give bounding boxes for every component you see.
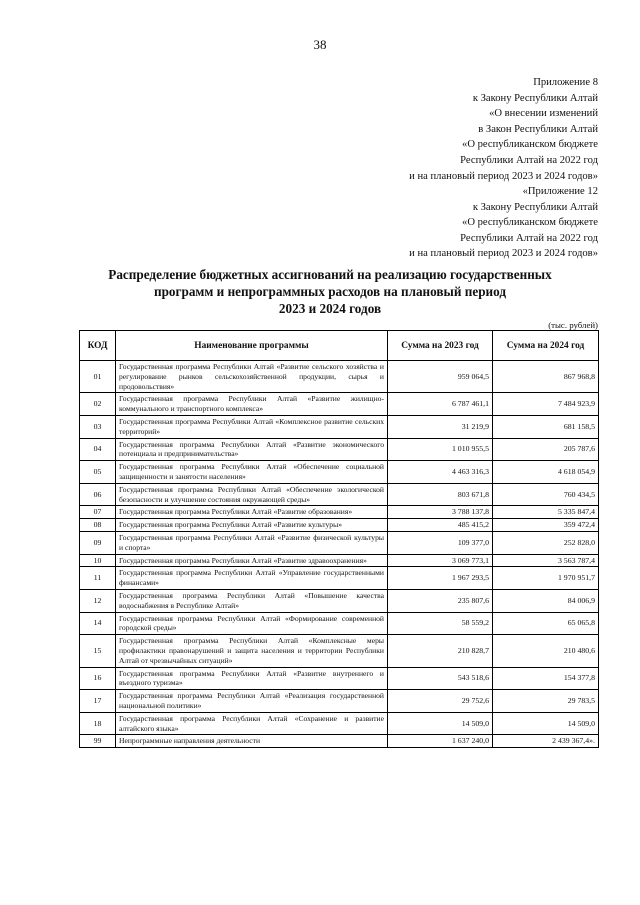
title-line: программ и непрограммных расходов на плановый период <box>153 284 507 299</box>
row-sum-2023: 1 637 240,0 <box>388 735 493 748</box>
annex-line: «О республиканском бюджете <box>462 217 598 229</box>
row-sum-2024: 7 484 923,9 <box>493 393 599 416</box>
row-sum-2023: 29 752,6 <box>388 690 493 713</box>
header-code: КОД <box>80 331 116 361</box>
row-program-name: Государственная программа Республики Алтай «Развитие физической культуры и спорта» <box>116 531 388 554</box>
table-row <box>80 612 599 635</box>
table-row <box>80 667 599 690</box>
row-sum-2024: 867 968,8 <box>493 361 599 393</box>
row-sum-2024: 205 787,6 <box>493 438 599 461</box>
row-code: 01 <box>80 361 116 393</box>
row-program-name: Государственная программа Республики Алтай «Сохранение и развитие алтайского языка» <box>116 712 388 735</box>
row-sum-2023: 3 069 773,1 <box>388 554 493 567</box>
row-code: 05 <box>80 461 116 484</box>
table-row <box>80 393 599 416</box>
row-sum-2023: 1 010 955,5 <box>388 438 493 461</box>
row-code: 16 <box>80 667 116 690</box>
row-sum-2023: 543 518,6 <box>388 667 493 690</box>
row-sum-2024: 252 828,0 <box>493 531 599 554</box>
table-row <box>80 483 599 506</box>
row-sum-2024: 681 158,5 <box>493 415 599 438</box>
row-program-name: Государственная программа Республики Алтай «Повышение качества водоснабжения в Республике Алтай» <box>116 589 388 612</box>
table-row <box>80 554 599 567</box>
table-row <box>80 506 599 519</box>
row-program-name: Государственная программа Республики Алтай «Развитие жилищно-коммунального и транспортного комплекса» <box>116 393 388 416</box>
row-program-name: Государственная программа Республики Алтай «Развитие внутреннего и въездного туризма» <box>116 667 388 690</box>
annex-original-header <box>409 184 598 262</box>
row-sum-2023: 3 788 137,8 <box>388 506 493 519</box>
row-sum-2024: 65 065,8 <box>493 612 599 635</box>
row-program-name: Государственная программа Республики Алтай «Обеспечение экологической безопасности и улучшение состояния окружающей среды» <box>116 483 388 506</box>
annex-line: в Закон Республики Алтай <box>478 123 598 135</box>
row-sum-2024: 3 563 787,4 <box>493 554 599 567</box>
header-name: Наименование программы <box>116 331 388 361</box>
row-code: 17 <box>80 690 116 713</box>
row-program-name: Государственная программа Республики Алтай «Развитие культуры» <box>116 519 388 532</box>
row-sum-2023: 58 559,2 <box>388 612 493 635</box>
row-sum-2024: 154 377,8 <box>493 667 599 690</box>
table-row <box>80 635 599 667</box>
row-program-name: Государственная программа Республики Алтай «Развитие здравоохранения» <box>116 554 388 567</box>
annex-line: Приложение 8 <box>533 77 598 88</box>
row-program-name: Государственная программа Республики Алтай «Развитие образования» <box>116 506 388 519</box>
row-sum-2023: 31 219,9 <box>388 415 493 438</box>
row-sum-2024: 5 335 847,4 <box>493 506 599 519</box>
row-sum-2023: 4 463 316,3 <box>388 461 493 484</box>
row-sum-2023: 1 967 293,5 <box>388 567 493 590</box>
table-row <box>80 361 599 393</box>
table-row <box>80 735 599 748</box>
budget-table <box>79 330 599 748</box>
row-program-name: Государственная программа Республики Алтай «Развитие экономического потенциала и предпринимательства» <box>116 438 388 461</box>
title-line: Распределение бюджетных ассигнований на реализацию государственных <box>108 267 552 282</box>
row-program-name: Государственная программа Республики Алтай «Формирование современной городской среды» <box>116 612 388 635</box>
row-code: 15 <box>80 635 116 667</box>
table-row <box>80 567 599 590</box>
table-row <box>80 438 599 461</box>
row-sum-2024: 210 480,6 <box>493 635 599 667</box>
row-sum-2023: 235 807,6 <box>388 589 493 612</box>
row-sum-2023: 14 509,0 <box>388 712 493 735</box>
row-sum-2024: 84 006,9 <box>493 589 599 612</box>
annex-line: к Закону Республики Алтай <box>472 201 598 213</box>
row-sum-2024: 4 618 054,9 <box>493 461 599 484</box>
table-row <box>80 712 599 735</box>
annex-current-header <box>409 75 598 184</box>
annex-line: к Закону Республики Алтай <box>472 92 598 104</box>
table-row <box>80 531 599 554</box>
row-sum-2024: 760 434,5 <box>493 483 599 506</box>
row-sum-2024: 1 970 951,7 <box>493 567 599 590</box>
row-code: 18 <box>80 712 116 735</box>
row-code: 11 <box>80 567 116 590</box>
row-sum-2023: 803 671,8 <box>388 483 493 506</box>
annex-line: Республики Алтай на 2022 год <box>460 232 598 244</box>
table-row <box>80 415 599 438</box>
row-program-name: Государственная программа Республики Алтай «Реализация государственной национальной политики» <box>116 690 388 713</box>
row-sum-2023: 210 828,7 <box>388 635 493 667</box>
annex-line: и на плановый период 2023 и 2024 годов» <box>409 170 598 182</box>
header-sum-2024: Сумма на 2024 год <box>493 331 599 361</box>
row-sum-2023: 485 415,2 <box>388 519 493 532</box>
row-code: 14 <box>80 612 116 635</box>
table-row <box>80 690 599 713</box>
row-program-name: Государственная программа Республики Алтай «Комплексные меры профилактики правонарушений и защита населения и территории Республики Алтай от чрезвычайных ситуаций» <box>116 635 388 667</box>
title-line: 2023 и 2024 годов <box>278 301 382 316</box>
row-code: 04 <box>80 438 116 461</box>
row-sum-2023: 109 377,0 <box>388 531 493 554</box>
annex-line: «Приложение 12 <box>522 186 598 197</box>
row-program-name: Государственная программа Республики Алтай «Обеспечение социальной защищенности и занятости населения» <box>116 461 388 484</box>
row-sum-2024: 14 509,0 <box>493 712 599 735</box>
annex-line: «О внесении изменений <box>489 108 598 120</box>
table-header-row <box>80 331 599 361</box>
row-sum-2024: 2 439 367,4». <box>493 735 599 748</box>
row-sum-2023: 6 787 461,1 <box>388 393 493 416</box>
annex-line: и на плановый период 2023 и 2024 годов» <box>409 248 598 260</box>
row-program-name: Государственная программа Республики Алтай «Комплексное развитие сельских территорий» <box>116 415 388 438</box>
row-code: 07 <box>80 506 116 519</box>
row-code: 12 <box>80 589 116 612</box>
row-code: 06 <box>80 483 116 506</box>
unit-note: (тыс. рублей) <box>548 320 598 330</box>
header-sum-2023: Сумма на 2023 год <box>388 331 493 361</box>
row-code: 03 <box>80 415 116 438</box>
table-row <box>80 589 599 612</box>
row-program-name: Государственная программа Республики Алтай «Развитие сельского хозяйства и регулирование рынков сельскохозяйственной продукции, сырья и продовольствия» <box>116 361 388 393</box>
row-code: 02 <box>80 393 116 416</box>
row-code: 10 <box>80 554 116 567</box>
table-row <box>80 461 599 484</box>
row-sum-2024: 29 783,5 <box>493 690 599 713</box>
page-number: 38 <box>313 37 327 52</box>
row-sum-2023: 959 064,5 <box>388 361 493 393</box>
row-sum-2024: 359 472,4 <box>493 519 599 532</box>
row-code: 09 <box>80 531 116 554</box>
annex-line: «О республиканском бюджете <box>462 139 598 151</box>
row-code: 99 <box>80 735 116 748</box>
row-program-name: Непрограммные направления деятельности <box>116 735 388 748</box>
row-program-name: Государственная программа Республики Алтай «Управление государственными финансами» <box>116 567 388 590</box>
annex-line: Республики Алтай на 2022 год <box>460 154 598 166</box>
table-row <box>80 519 599 532</box>
document-title <box>60 266 600 317</box>
row-code: 08 <box>80 519 116 532</box>
